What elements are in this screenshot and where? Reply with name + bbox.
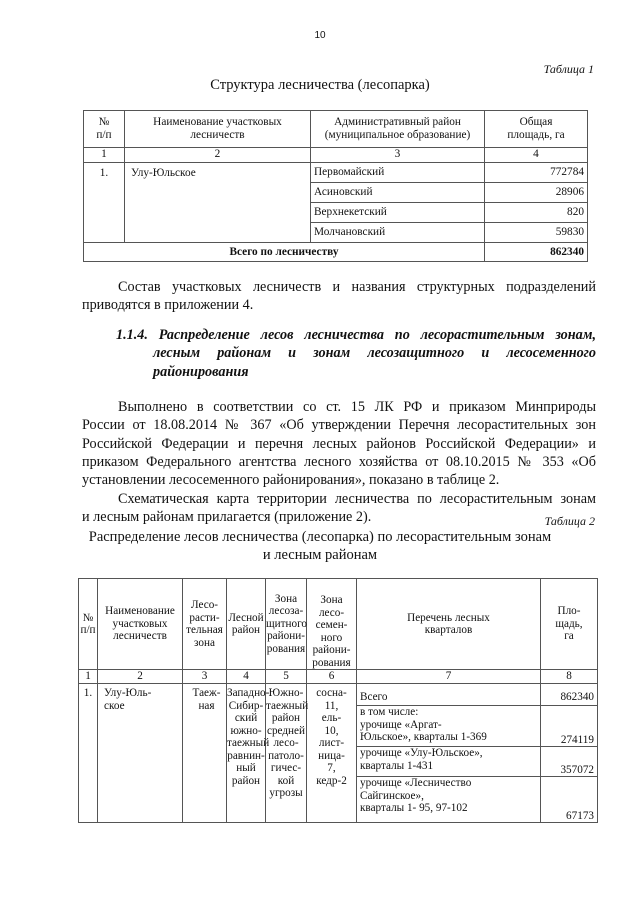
paragraph-map (82, 490, 596, 527)
header-text: № (98, 116, 110, 128)
cell-text: кедр-2 (316, 774, 347, 787)
row-number: 1. (84, 163, 125, 243)
cell-text: Юльское», кварталы 1-369 (360, 731, 487, 743)
cell-text: сосна- (316, 687, 347, 699)
cell-text: Улу-Юль- (104, 687, 152, 699)
text: Схематическая карта территории лесничества по лесорастительным зонам (118, 491, 596, 507)
cell-text: южно- (230, 724, 262, 737)
col-number: 8 (541, 670, 598, 684)
cell-text: 11, (324, 699, 339, 712)
header-text: лесо- (318, 606, 345, 619)
col-number: 3 (311, 148, 485, 163)
cell-text: урочище «Аргат- (360, 718, 442, 731)
quarters-total: Всего (357, 684, 541, 706)
table1-total-row (84, 243, 588, 262)
col-number: 2 (98, 670, 183, 684)
table-row (84, 163, 588, 183)
table1-header-name (125, 111, 311, 148)
title-line: и лесным районам (262, 547, 378, 563)
header-text: райони- (267, 630, 305, 643)
cell-text: Южно- (268, 687, 304, 699)
table2-header-row (79, 579, 598, 670)
header-text: семен- (315, 619, 348, 631)
header-text: райони- (312, 644, 351, 656)
header-text: Общая (519, 116, 553, 128)
title-line: Распределение лесов лесничества (лесопарка) по лесорастительным зонам (88, 529, 552, 545)
district-area: 59830 (485, 223, 588, 243)
header-text: щадь, (555, 617, 583, 630)
district-area: 820 (485, 203, 588, 223)
section-number: 1.1.4. (116, 327, 148, 343)
cell-text: урочище «Лесничество (360, 777, 472, 789)
col-number: 7 (357, 670, 541, 684)
forest-district (227, 684, 270, 823)
cell-text: Таеж- (192, 687, 221, 699)
paragraph-line: установлении лесосеменного районирования», показано в таблице 2. (82, 472, 500, 489)
cell-text: средней (266, 724, 305, 737)
forestry-name: Улу-Юльское (125, 163, 311, 243)
table2-caption: Таблица 2 (544, 514, 595, 528)
table1-header-district (311, 111, 485, 148)
col-number: 5 (266, 670, 307, 684)
cell-text: район (271, 712, 301, 724)
paragraph-line (82, 278, 596, 296)
paragraph-regulation (82, 398, 596, 489)
district-area: 772784 (485, 163, 588, 183)
table1-number-row (84, 148, 588, 163)
heading-text: Распределение лесов лесничества по лесорастительным зонам, (158, 327, 596, 343)
header-text: зона (194, 636, 215, 649)
header-text: п/п (80, 624, 96, 636)
col-number: 1 (84, 148, 125, 163)
header-quarters (357, 579, 541, 670)
cell-text: ная (198, 699, 215, 712)
header-text: лесничеств (190, 129, 245, 141)
header-text: рования (266, 642, 306, 655)
cell-text: 7, (327, 762, 336, 774)
header-text: ного (320, 631, 343, 644)
district-name: Асиновский (311, 183, 485, 203)
section-heading (116, 326, 596, 381)
header-text: тельная (186, 624, 223, 636)
quarters-area: 67173 (541, 777, 598, 823)
quarters-item (357, 777, 541, 823)
header-text: расти- (189, 611, 220, 624)
col-number: 2 (125, 148, 311, 163)
header-forest-district (227, 579, 266, 670)
table1-header-row (84, 111, 588, 148)
table1-title: Структура лесничества (лесопарка) (210, 77, 430, 93)
cell-text: угрозы (269, 787, 303, 799)
header-text: лесничеств (113, 630, 167, 643)
paragraph-line: Российской Федерации и перечня лесных районов Российской Федерации» и (82, 435, 596, 452)
header-text: Зона (274, 592, 298, 605)
heading-line: лесным районам и зонам лесозащитного и лесосеменного (153, 345, 596, 362)
col-number: 3 (183, 670, 227, 684)
district-name: Молчановский (311, 223, 485, 243)
text: Состав участковых лесничеств и названия структурных подразделений (118, 279, 596, 295)
header-text: га (564, 630, 574, 643)
cell-text: ель- (321, 712, 342, 724)
paragraph-line: и лесным районам прилагается (приложение 2). (82, 509, 372, 526)
vegetation-zone (183, 684, 227, 823)
col-number: 6 (307, 670, 357, 684)
table2-title (0, 528, 640, 564)
header-text: рования (312, 656, 351, 669)
table1-header-num (84, 111, 125, 148)
cell-text: Сибир- (228, 699, 264, 712)
header-area (541, 579, 598, 670)
cell-text: район (231, 774, 261, 787)
paragraph-line (82, 490, 596, 508)
page-number: 10 (314, 30, 326, 41)
heading-line: районирования (153, 363, 249, 380)
header-vegetation-zone (183, 579, 227, 670)
seed-zone (307, 684, 357, 823)
forestry-name (98, 684, 183, 823)
district-name: Первомайский (311, 163, 485, 183)
header-text: Лесной (228, 611, 264, 624)
cell-text: кварталы 1- 95, 97-102 (360, 802, 468, 814)
protection-zone (266, 684, 307, 823)
header-text: участковых (112, 617, 168, 630)
row-number: 1. (79, 684, 98, 823)
cell-text: ный (236, 762, 256, 774)
quarters-total-area: 862340 (541, 684, 598, 706)
cell-text: кварталы 1-431 (360, 759, 434, 772)
paragraph-composition (82, 278, 596, 315)
cell-text: гичес- (270, 762, 302, 774)
col-number: 1 (79, 670, 98, 684)
header-text: Наименование участковых (153, 116, 282, 128)
cell-text: 10, (324, 724, 339, 737)
cell-text: Западно- (227, 687, 270, 699)
quarters-item (357, 747, 541, 777)
col-number: 4 (485, 148, 588, 163)
paragraph-line: России от 18.08.2014 № 367 «Об утверждении Перечня лесорастительных зон (82, 417, 596, 434)
quarters-area: 357072 (541, 747, 598, 777)
table1 (83, 110, 588, 262)
district-name: Верхнекетский (311, 203, 485, 223)
header-text: № (82, 611, 94, 624)
cell-text: ское (104, 699, 125, 712)
cell-text: в том числе: (360, 706, 419, 718)
header-seed-zone (307, 579, 357, 670)
header-protection-zone (266, 579, 307, 670)
text: Выполнено в соответствии со ст. 15 ЛК РФ и приказом Минприроды (118, 399, 596, 415)
table1-header-area (485, 111, 588, 148)
cell-text: таежный (227, 737, 270, 749)
header-text: Пло- (557, 605, 581, 618)
table1-caption: Таблица 1 (543, 62, 594, 76)
paragraph-line (82, 398, 596, 416)
col-number: 4 (227, 670, 266, 684)
header-text: (муниципальное образование) (324, 129, 471, 141)
district-area: 28906 (485, 183, 588, 203)
total-value: 862340 (485, 243, 588, 262)
cell-text: таежный (266, 699, 309, 712)
header-num (79, 579, 98, 670)
header-text: район (231, 624, 261, 636)
cell-text: лесо- (273, 737, 299, 749)
cell-text: равнин- (227, 749, 265, 762)
header-text: лесоза- (268, 605, 304, 618)
header-text: Наименование (105, 605, 175, 618)
header-text: п/п (96, 129, 112, 141)
header-text: щитного (266, 617, 307, 630)
cell-text: урочище «Улу-Юльское», (360, 747, 483, 759)
header-forestry (98, 579, 183, 670)
paragraph-line: приказом Федерального агентства лесного хозяйства от 08.10.2015 № 353 «Об (82, 453, 596, 470)
header-text: Лесо- (190, 599, 219, 611)
cell-text: Сайгинское», (360, 789, 424, 802)
header-text: Административный район (334, 116, 461, 128)
cell-text: лист- (318, 737, 345, 749)
quarters-item (357, 706, 541, 747)
cell-text: ница- (318, 749, 345, 762)
table2-number-row (79, 670, 598, 684)
heading-line (116, 326, 596, 344)
paragraph-line: приводятся в приложении 4. (82, 297, 254, 314)
quarters-area: 274119 (541, 706, 598, 747)
header-text: Зона (320, 594, 343, 606)
header-text: кварталов (424, 624, 473, 636)
header-text: площадь, га (507, 129, 565, 141)
header-text: Перечень лесных (407, 611, 490, 624)
table-row (79, 684, 598, 706)
total-label: Всего по лесничеству (84, 243, 485, 262)
cell-text: патоло- (268, 749, 304, 762)
table2 (78, 578, 598, 823)
cell-text: кой (277, 774, 295, 787)
cell-text: ский (234, 712, 258, 724)
